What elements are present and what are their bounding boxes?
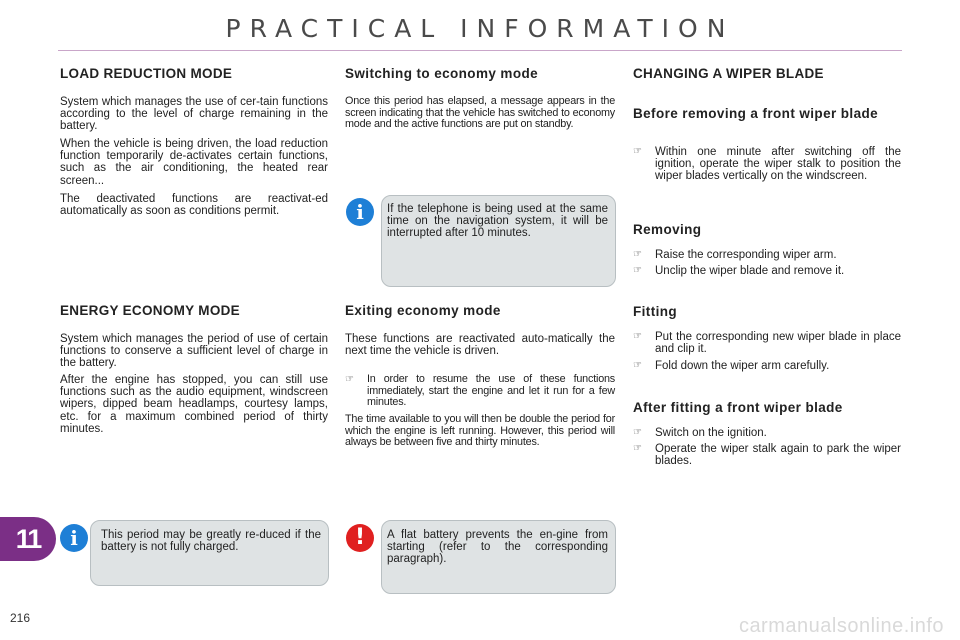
- pointing-hand-icon: ☞: [633, 146, 642, 157]
- exiting-economy-bullet: ☞ In order to resume the use of these functions immediately, start the engine and let it run for a few minutes.: [345, 373, 615, 409]
- energy-economy-paragraph-1: System which manages the period of use of certain functions to conserve a sufficient level of charge in the battery.: [60, 333, 328, 370]
- pointing-hand-icon: ☞: [633, 360, 642, 371]
- exiting-economy-paragraph-2: The time available to you will then be double the period for which the engine is left running. However, this period will always be between five and thirty minutes.: [345, 413, 615, 449]
- after-fitting-bullet-1: ☞ Switch on the ignition.: [633, 427, 767, 439]
- page-title: PRACTICAL INFORMATION: [225, 14, 735, 43]
- chapter-tab: 11: [0, 517, 56, 561]
- before-removing-heading: Before removing a front wiper blade: [633, 106, 879, 121]
- load-reduction-heading: LOAD REDUCTION MODE: [60, 66, 233, 81]
- energy-economy-paragraph-2: After the engine has stopped, you can still use functions such as the audio equipment, windscreen wipers, dipped beam headlamps, courtesy lamps, etc. for a maximum combined period of thirty minutes.: [60, 374, 328, 435]
- energy-economy-heading: ENERGY ECONOMY MODE: [60, 303, 240, 318]
- pointing-hand-icon: ☞: [633, 331, 642, 342]
- removing-heading: Removing: [633, 222, 702, 237]
- load-reduction-paragraph-1: System which manages the use of cer-tain functions according to the level of charge remaining in the battery.: [60, 96, 328, 133]
- pointing-hand-icon: ☞: [633, 249, 642, 260]
- flat-battery-note-text: A flat battery prevents the en-gine from starting (refer to the corresponding paragraph).: [387, 529, 608, 566]
- fitting-bullet-2: ☞ Fold down the wiper arm carefully.: [633, 360, 830, 372]
- fitting-bullet-1: ☞ Put the corresponding new wiper blade in place and clip it.: [633, 331, 901, 356]
- telephone-note-text: If the telephone is being used at the same time on the navigation system, it will be interrupted after 10 minutes.: [387, 203, 608, 240]
- battery-note-text: This period may be greatly re-duced if the battery is not fully charged.: [101, 529, 321, 554]
- exiting-economy-paragraph-1: These functions are reactivated auto-matically the next time the vehicle is driven.: [345, 333, 615, 358]
- switching-economy-paragraph: Once this period has elapsed, a message appears in the screen indicating that the vehicle has switched to economy mode and the active functions are put on standby.: [345, 95, 615, 131]
- before-removing-bullet: ☞ Within one minute after switching off the ignition, operate the wiper stalk to position the wiper blades vertically on the windscreen.: [633, 146, 901, 183]
- watermark: carmanualsonline.info: [738, 615, 944, 637]
- pointing-hand-icon: ☞: [633, 443, 642, 454]
- load-reduction-paragraph-3: The deactivated functions are reactivat-ed automatically as soon as conditions permit.: [60, 193, 328, 218]
- fitting-heading: Fitting: [633, 304, 678, 319]
- header-divider: [58, 50, 902, 51]
- pointing-hand-icon: ☞: [633, 427, 642, 438]
- pointing-hand-icon: ☞: [633, 265, 642, 276]
- info-icon: i: [60, 524, 88, 552]
- exiting-economy-heading: Exiting economy mode: [345, 303, 501, 318]
- switching-economy-heading: Switching to economy mode: [345, 66, 539, 81]
- page-number: 216: [10, 611, 31, 625]
- wiper-heading: CHANGING A WIPER BLADE: [633, 66, 824, 81]
- after-fitting-heading: After fitting a front wiper blade: [633, 400, 843, 415]
- removing-bullet-2: ☞ Unclip the wiper blade and remove it.: [633, 265, 845, 277]
- info-icon: i: [346, 198, 374, 226]
- warning-icon: !: [346, 524, 374, 552]
- removing-bullet-1: ☞ Raise the corresponding wiper arm.: [633, 249, 837, 261]
- load-reduction-paragraph-2: When the vehicle is being driven, the load reduction function temporarily de-activates certain functions, such as the air conditioning, the heated rear screen...: [60, 138, 328, 187]
- pointing-hand-icon: ☞: [345, 374, 354, 385]
- after-fitting-bullet-2: ☞ Operate the wiper stalk again to park the wiper blades.: [633, 443, 901, 468]
